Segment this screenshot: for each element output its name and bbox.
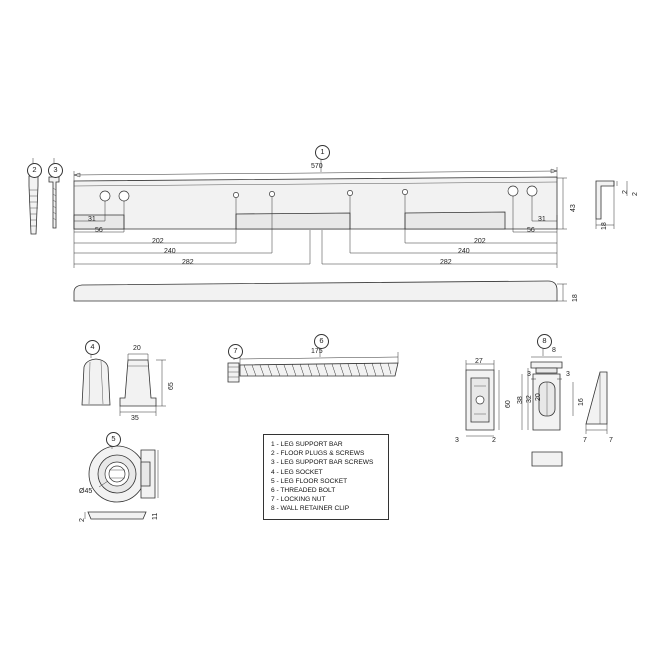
callout-2: 2	[27, 163, 42, 178]
dim-bar-height: 43	[570, 204, 577, 212]
dim-left-56: 56	[95, 227, 103, 234]
leg-support-bar-front	[74, 177, 557, 229]
dim-right-240: 240	[458, 248, 470, 255]
legend-item-1: 1 - LEG SUPPORT BAR	[271, 441, 343, 448]
dim-leg-socket-60: 60	[505, 400, 512, 408]
wall-retainer-clip-detail	[522, 345, 607, 434]
dim-socket-20: 20	[133, 345, 141, 352]
dim-clip-16: 16	[578, 398, 585, 406]
dim-clip-3-left: 3	[527, 371, 531, 378]
dim-right-56: 56	[527, 227, 535, 234]
leg-socket-views	[82, 352, 166, 416]
dim-leg-socket-2: 2	[492, 437, 496, 444]
dim-clip-2a: 2	[622, 190, 629, 194]
dim-43	[557, 178, 567, 229]
dim-floor-socket-11: 11	[152, 512, 159, 520]
dim-floor-socket-dia: Ø45	[79, 488, 93, 495]
dim-clip-7-left: 7	[583, 437, 587, 444]
legend-item-5: 5 - LEG FLOOR SOCKET	[271, 477, 348, 485]
callout-8: 8	[537, 334, 552, 349]
legend-item-4: 4 - LEG SOCKET	[271, 468, 323, 476]
dim-left-240: 240	[164, 248, 176, 255]
leg-support-bar-edge	[74, 281, 567, 301]
dim-clip-32: 32	[526, 395, 533, 403]
legend-item-8: 8 - WALL RETAINER CLIP	[271, 505, 350, 513]
legend-box	[263, 434, 389, 520]
dim-clip-2b: 2	[632, 192, 639, 196]
dim-leg-socket-27: 27	[475, 358, 483, 365]
dim-floor-socket-2: 2	[79, 518, 86, 522]
dim-left-282: 282	[182, 259, 194, 266]
legend-item-3: 3 - LEG SUPPORT BAR SCREWS	[271, 459, 374, 467]
dim-bar-thickness: 18	[572, 294, 579, 302]
dim-right-31: 31	[538, 216, 546, 223]
dim-clip-8: 8	[552, 347, 556, 354]
callout-5: 5	[106, 432, 121, 447]
dim-socket-35: 35	[131, 415, 139, 422]
dim-right-282: 282	[440, 259, 452, 266]
dim-bar-length: 570	[311, 163, 323, 170]
callout-3: 3	[48, 163, 63, 178]
dim-clip-18: 18	[601, 222, 608, 230]
dim-socket-65: 65	[168, 382, 175, 390]
callout-6: 6	[314, 334, 329, 349]
dim-left-31: 31	[88, 216, 96, 223]
dim-right-202: 202	[474, 238, 486, 245]
callout-1: 1	[315, 145, 330, 160]
legend-item-7: 7 - LOCKING NUT	[271, 496, 326, 504]
dim-left-202: 202	[152, 238, 164, 245]
callout-7: 7	[228, 344, 243, 359]
callout-4: 4	[85, 340, 100, 355]
dim-clip-7-right: 7	[609, 437, 613, 444]
legend-item-2: 2 - FLOOR PLUGS & SCREWS	[271, 450, 365, 458]
dim-clip-3-right: 3	[566, 371, 570, 378]
dim-clip-38: 38	[517, 396, 524, 404]
leg-floor-socket	[85, 443, 158, 519]
dim-clip-20: 20	[535, 393, 542, 401]
dim-leg-socket-3: 3	[455, 437, 459, 444]
dim-bolt-175: 175	[311, 348, 323, 355]
legend-item-6: 6 - THREADED BOLT	[271, 487, 336, 495]
